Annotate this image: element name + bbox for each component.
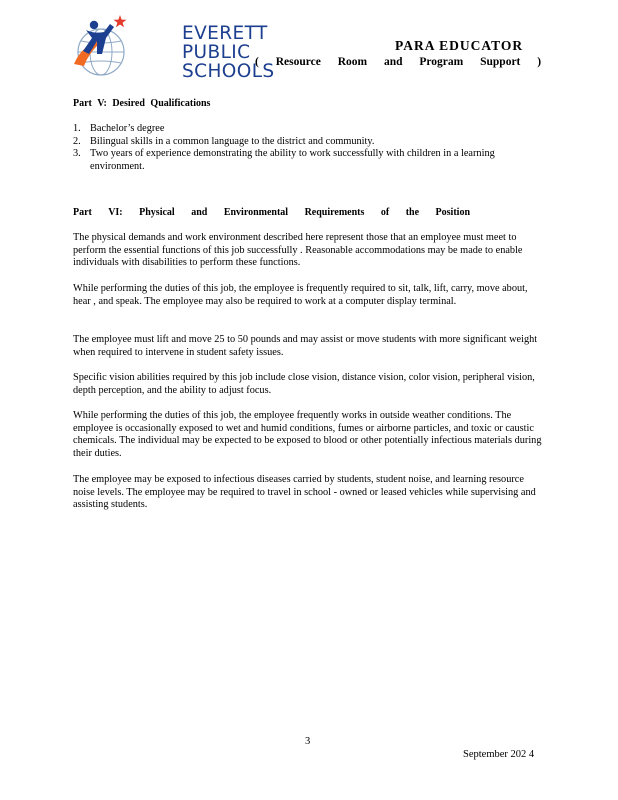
list-item [73,148,533,173]
logo-line-public: PUBLIC [182,42,251,63]
paragraph-duties: While performing the duties of this job, the employee is frequently required to sit, talk, lift, carry, move about, hear , and speak. The employee may also be required to work at a computer display terminal. [73,283,528,307]
logo-line-everett: EVERETT [182,23,268,44]
list-item-number: 3. [73,148,81,160]
footer-date: September 202 4 [463,749,535,760]
qualifications-list [73,123,533,173]
part5-heading: Part V: Desired Qualifications [73,98,211,109]
list-item-text: Two years of experience demonstrating the ability to work successfully with children in a learning environment. [90,148,495,172]
paragraph-environment: While performing the duties of this job, the employee frequently works in outside weather conditions. The employee is occasionally exposed to wet and humid conditions, fumes or airborne particles, and toxic or caustic chemicals. The individual may be expected to be exposed to blood or other potentially infectious materials during their duties. [73,410,542,459]
document-subtitle: ( Resource Room and Program Support ) [255,56,542,68]
paragraph-vision: Specific vision abilities required by this job include close vision, distance vision, color vision, peripheral vision, depth perception, and the ability to adjust focus. [73,372,535,396]
document-title: PARA EDUCATOR [395,38,524,53]
list-item-number: 1. [73,123,81,134]
list-item-number: 2. [73,135,81,147]
list-item [73,123,533,136]
paragraph-lifting: The employee must lift and move 25 to 50 pounds and may assist or move students with more significant weight when required to intervene in student safety issues. [73,334,538,358]
list-item [73,136,533,149]
logo-wordmark [182,24,275,81]
list-item-text: Bachelor’s degree [90,123,165,134]
page-number: 3 [305,736,311,747]
part6-heading: Part VI: Physical and Environmental Requirements of the Position [73,207,471,218]
logo-globe-icon [70,12,130,80]
list-item-text: Bilingual skills in a common language to the district and community. [90,135,375,147]
logo-line-schools: SCHOOLS [182,61,275,82]
paragraph-physical-demands: The physical demands and work environment described here represent those that an employee must meet to perform the essential functions of this job successfully . Reasonable accommodations may be made to enable individuals with disabilities to perform these functions. [73,232,523,269]
paragraph-exposure: The employee may be exposed to infectious diseases carried by students, student noise, and learning resource noise levels. The employee may be required to travel in school - owned or leased vehicles while supervising and assisting students. [73,474,536,511]
everett-public-schools-logo [70,12,275,82]
